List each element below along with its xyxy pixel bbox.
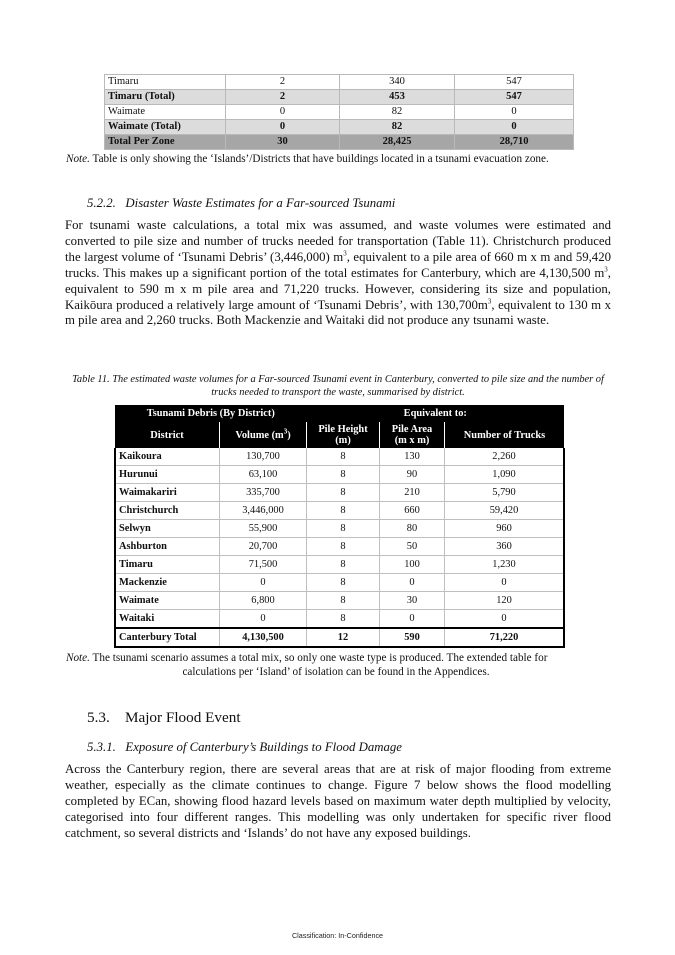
table-cell-volume: 55,900 [220, 520, 307, 538]
col-header-pile-area: Pile Area (m x m) [380, 422, 445, 448]
table-cell: Total Per Zone [105, 135, 226, 150]
table-cell-district: Waimakariri [115, 484, 220, 502]
table-row [115, 538, 564, 556]
table-row [105, 120, 574, 135]
table-cell-height: 8 [307, 448, 380, 466]
table-cell-height: 8 [307, 574, 380, 592]
table-note [66, 152, 626, 166]
table-cell: Waimate [105, 105, 226, 120]
exposure-table-continued [104, 74, 574, 150]
table-cell-district: Waimate [115, 592, 220, 610]
table-cell-trucks: 1,230 [445, 556, 565, 574]
table-cell: Waimate (Total) [105, 120, 226, 135]
table-row [115, 466, 564, 484]
total-cell-district: Canterbury Total [115, 628, 220, 647]
table-row [105, 135, 574, 150]
table-cell-height: 8 [307, 610, 380, 629]
table-row [115, 520, 564, 538]
table-cell: 340 [340, 75, 455, 90]
table-cell: Timaru (Total) [105, 90, 226, 105]
col-header-volume: Volume $(m^3)$ [220, 422, 307, 448]
tsunami-waste-table [114, 405, 565, 648]
table-cell: 547 [455, 90, 574, 105]
flood-exposure-paragraph: Across the Canterbury region, there are several areas that are at risk of major flooding from extreme weather, especially as the climate continues to change. Figure 7 below shows the flood modelling completed by ECan, showing flood hazard levels based on maximum water depth multiplied by velocity, categorised into four different ranges. This modelling was only undertaken for specific river flood catchment, so several districts and ‘Islands’ do not have any exposed buildings. [65, 762, 611, 840]
note-label: Note. [66, 153, 90, 165]
table-cell-area: 0 [380, 574, 445, 592]
table-cell: 82 [340, 105, 455, 120]
table-cell: 82 [340, 120, 455, 135]
total-row [115, 628, 564, 647]
table-row [115, 592, 564, 610]
col-header-district: District [115, 422, 220, 448]
table-cell-area: 30 [380, 592, 445, 610]
total-cell-volume: 4,130,500 [220, 628, 307, 647]
classification-footer: Classification: In-Confidence [291, 931, 384, 940]
table-row [115, 574, 564, 592]
table-cell-volume: 3,446,000 [220, 502, 307, 520]
table-cell: 453 [340, 90, 455, 105]
total-cell-height: 12 [307, 628, 380, 647]
col-header-trucks: Number of Trucks [445, 422, 565, 448]
note-text: Table is only showing the ‘Islands’/Districts that have buildings located in a tsunami evacuation zone. [89, 153, 549, 165]
table-11-caption: Table 11. The estimated waste volumes for a Far-sourced Tsunami event in Canterbury, converted to pile size and the number of trucks needed to transport the waste, summarised by district. [72, 374, 604, 398]
table-cell-district: Timaru [115, 556, 220, 574]
table-cell: 547 [455, 75, 574, 90]
table-cell-height: 8 [307, 484, 380, 502]
col-header-pile-height: Pile Height (m) [307, 422, 380, 448]
table-cell-area: 130 [380, 448, 445, 466]
table-cell-volume: 6,800 [220, 592, 307, 610]
section-number: 5.3. [87, 709, 110, 726]
table-row [115, 610, 564, 629]
section-number: 5.3.1. [87, 740, 116, 754]
group-header-equivalent: Equivalent to: [307, 405, 565, 422]
table-11-note [66, 651, 626, 679]
table-cell-height: 8 [307, 466, 380, 484]
table-cell-trucks: 960 [445, 520, 565, 538]
table-cell: 28,425 [340, 135, 455, 150]
table-row [105, 75, 574, 90]
table-cell-trucks: 2,260 [445, 448, 565, 466]
table-cell-height: 8 [307, 592, 380, 610]
table-cell: 0 [455, 120, 574, 135]
table-cell: 28,710 [455, 135, 574, 150]
table-cell-volume: 335,700 [220, 484, 307, 502]
table-cell-area: 100 [380, 556, 445, 574]
table-cell-area: 90 [380, 466, 445, 484]
table-cell: Timaru [105, 75, 226, 90]
table-cell-district: Selwyn [115, 520, 220, 538]
section-heading-5-3-1 [87, 740, 402, 755]
table-cell-trucks: 120 [445, 592, 565, 610]
table-cell-volume: 0 [220, 610, 307, 629]
table-cell-height: 8 [307, 520, 380, 538]
table-cell-trucks: 5,790 [445, 484, 565, 502]
section-number: 5.2.2. [87, 196, 116, 210]
table-row [105, 105, 574, 120]
tsunami-waste-paragraph [65, 218, 611, 329]
paragraph-text: , equivalent to a pile area of 660 m x m and 59,420 trucks. This makes up a significant portion of the total estimates for Canterbury, which are 4,130,500 m [65, 249, 612, 280]
table-row [105, 90, 574, 105]
note-text: The tsunami scenario assumes a total mix, so only one waste type is produced. The extended table for [89, 652, 548, 664]
table-cell-volume: 130,700 [220, 448, 307, 466]
section-heading-5-3 [87, 709, 241, 727]
table-cell-area: 80 [380, 520, 445, 538]
total-cell-area: 590 [380, 628, 445, 647]
section-title: Exposure of Canterbury’s Buildings to Flood Damage [125, 740, 402, 754]
table-cell: 30 [226, 135, 340, 150]
table-row [115, 484, 564, 502]
paragraph-text: , equivalent to 590 m x m pile area and 71,220 trucks. However, considering its size and population, Kaikōura produced a relatively large amount of ‘Tsunami Debris’, with 130,700m [65, 265, 611, 312]
paragraph-text: For tsunami waste calculations, a total mix was assumed, and waste volumes were estimated and converted to pile size and number of trucks needed for transportation (Table 11). Christchurch produced the largest volume of ‘Tsunami Debris’ (3,446,000) m [65, 218, 611, 264]
table-cell: 0 [455, 105, 574, 120]
table-cell-trucks: 0 [445, 574, 565, 592]
table-cell-area: 0 [380, 610, 445, 629]
table-cell-area: 210 [380, 484, 445, 502]
superscript: 3 [487, 297, 492, 306]
table-cell-height: 8 [307, 556, 380, 574]
table-cell-district: Mackenzie [115, 574, 220, 592]
table-cell-trucks: 0 [445, 610, 565, 629]
table-cell-district: Kaikoura [115, 448, 220, 466]
group-header-debris: Tsunami Debris (By District) [115, 405, 307, 422]
paragraph-text: , equivalent to 130 m x m pile area and 2,260 trucks. Both Mackenzie and Waitaki did not produce any tsunami waste. [65, 297, 611, 328]
table-cell: 2 [226, 75, 340, 90]
total-cell-trucks: 71,220 [445, 628, 565, 647]
table-cell-district: Ashburton [115, 538, 220, 556]
section-heading-5-2-2 [87, 196, 395, 211]
section-title: Major Flood Event [124, 709, 241, 726]
table-cell-volume: 63,100 [220, 466, 307, 484]
table-cell-volume: 71,500 [220, 556, 307, 574]
table-cell-trucks: 360 [445, 538, 565, 556]
table-cell-district: Waitaki [115, 610, 220, 629]
table-row [115, 502, 564, 520]
note-label: Note. [66, 652, 90, 664]
table-cell: 0 [226, 120, 340, 135]
superscript: 3 [604, 265, 608, 274]
note-text: calculations per ‘Island’ of isolation can be found in the Appendices. [182, 666, 490, 678]
superscript: 3 [343, 249, 347, 258]
table-cell-trucks: 59,420 [445, 502, 565, 520]
table-row [115, 448, 564, 466]
table-cell-volume: 0 [220, 574, 307, 592]
table-cell-district: Christchurch [115, 502, 220, 520]
table-cell-height: 8 [307, 502, 380, 520]
table-cell-area: 50 [380, 538, 445, 556]
table-cell-height: 8 [307, 538, 380, 556]
section-title: Disaster Waste Estimates for a Far-sourced Tsunami [125, 196, 396, 210]
table-cell: 0 [226, 105, 340, 120]
table-cell-volume: 20,700 [220, 538, 307, 556]
table-cell-trucks: 1,090 [445, 466, 565, 484]
table-row [115, 556, 564, 574]
table-cell: 2 [226, 90, 340, 105]
table-cell-district: Hurunui [115, 466, 220, 484]
table-cell-area: 660 [380, 502, 445, 520]
